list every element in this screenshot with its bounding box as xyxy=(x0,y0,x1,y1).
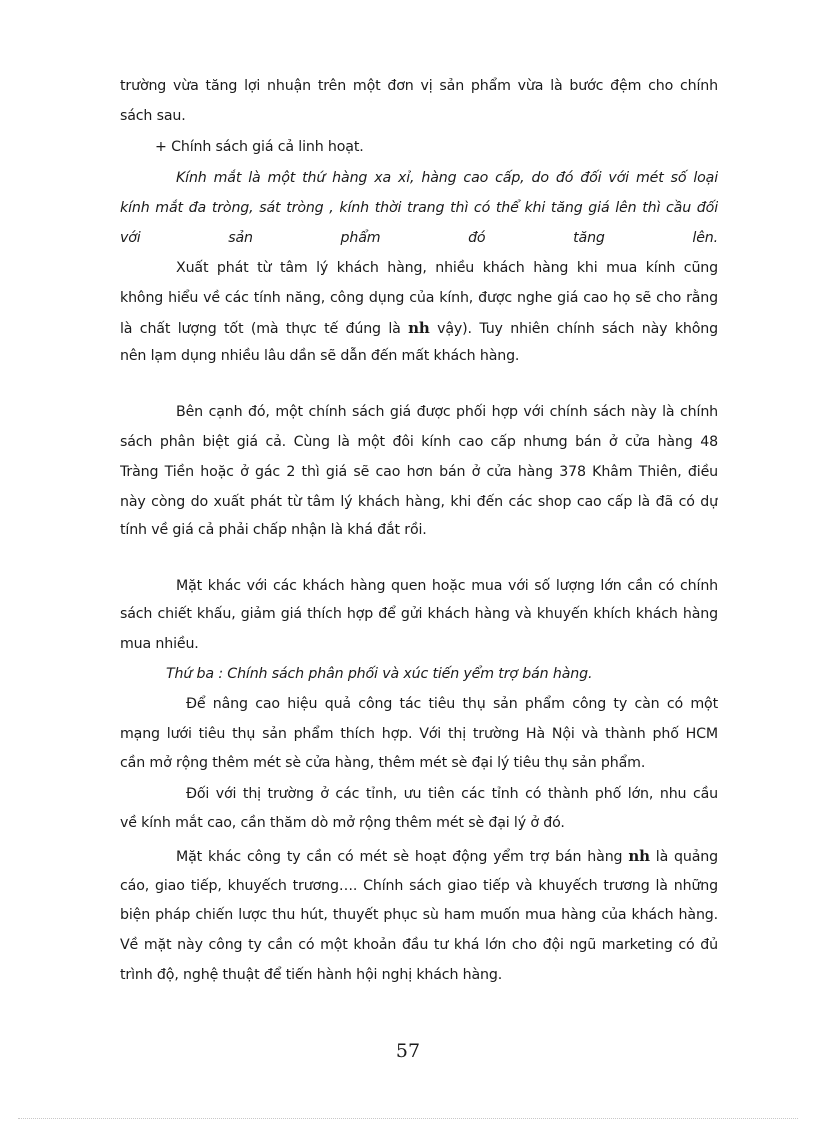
text-line: kính mắt đa tròng, sát tròng , kính thời trang thì có thể khi tăng giá lên thì cầu đối xyxy=(120,200,718,216)
text-line: nên lạm dụng nhiều lâu dần sẽ dẫn đến mất khách hàng. xyxy=(120,348,520,364)
text-line xyxy=(120,318,718,339)
text-line xyxy=(176,846,718,867)
text-line: trường vừa tăng lợi nhuận trên một đơn vị sản phẩm vừa là bước đệm cho chính xyxy=(120,78,718,94)
text-fragment: vậy). Tuy nhiên chính sách này không xyxy=(429,321,718,337)
text-line: Để nâng cao hiệu quả công tác tiêu thụ sản phẩm công ty càn có một xyxy=(186,696,718,712)
text-line: sách sau. xyxy=(120,108,186,124)
text-line: về kính mắt cao, cần thăm dò mở rộng thêm mét sè đại lý ở đó. xyxy=(120,815,565,831)
text-fragment: là quảng xyxy=(649,849,718,865)
text-fragment: Mặt khác công ty cần có mét sè hoạt động yểm trợ bán hàng xyxy=(176,849,629,865)
text-line: Bên cạnh đó, một chính sách giá được phối hợp với chính sách này là chính xyxy=(176,404,718,420)
text-line: mạng lưới tiêu thụ sản phẩm thích hợp. Với thị trường Hà Nội và thành phố HCM xyxy=(120,726,718,742)
text-line: sách chiết khấu, giảm giá thích hợp để gửi khách hàng và khuyến khích khách hàng xyxy=(120,606,718,622)
bottom-divider xyxy=(18,1118,798,1119)
text-line: với sản phẩm đó tăng lên. xyxy=(120,230,718,246)
text-line: Mặt khác với các khách hàng quen hoặc mua với số lượng lớn cần có chính xyxy=(176,578,718,594)
section-heading: + Chính sách giá cả linh hoạt. xyxy=(155,139,364,155)
text-line: không hiểu về các tính năng, công dụng của kính, được nghe giá cao họ sẽ cho rằng xyxy=(120,290,718,306)
text-line: biện pháp chiến lược thu hút, thuyết phục sù ham muốn mua hàng của khách hàng. xyxy=(120,907,718,923)
text-line: cần mở rộng thêm mét sè cửa hàng, thêm mét sè đại lý tiêu thụ sản phẩm. xyxy=(120,755,646,771)
text-mark: nh xyxy=(628,847,650,865)
text-line: Về mặt này công ty cần có một khoản đầu tư khá lớn cho đội ngũ marketing có đủ xyxy=(120,937,718,953)
text-line: Đối với thị trường ở các tỉnh, ưu tiên các tỉnh có thành phố lớn, nhu cầu xyxy=(186,786,718,802)
text-line: này còng do xuất phát từ tâm lý khách hàng, khi đến các shop cao cấp là đã có dự xyxy=(120,494,718,510)
text-line: Tràng Tiền hoặc ở gác 2 thì giá sẽ cao hơn bán ở cửa hàng 378 Khâm Thiên, điều xyxy=(120,464,718,480)
text-line: Xuất phát từ tâm lý khách hàng, nhiều khách hàng khi mua kính cũng xyxy=(176,260,718,276)
text-mark: nh xyxy=(408,319,430,337)
section-heading: Thứ ba : Chính sách phân phối và xúc tiến yểm trợ bán hàng. xyxy=(166,666,593,682)
text-line: mua nhiều. xyxy=(120,636,199,652)
text-line: trình độ, nghệ thuật để tiến hành hội nghị khách hàng. xyxy=(120,967,503,983)
text-line: tính về giá cả phải chấp nhận là khá đắt rồi. xyxy=(120,522,427,538)
text-line: Kính mắt là một thứ hàng xa xỉ, hàng cao cấp, do đó đối với mét số loại xyxy=(176,170,718,186)
text-fragment: là chất lượng tốt (mà thực tế đúng là xyxy=(120,321,409,337)
text-line: sách phân biệt giá cả. Cùng là một đôi kính cao cấp nhưng bán ở cửa hàng 48 xyxy=(120,434,718,450)
text-line: cáo, giao tiếp, khuyếch trương…. Chính sách giao tiếp và khuyếch trương là những xyxy=(120,878,718,894)
page-number: 57 xyxy=(395,1040,421,1062)
